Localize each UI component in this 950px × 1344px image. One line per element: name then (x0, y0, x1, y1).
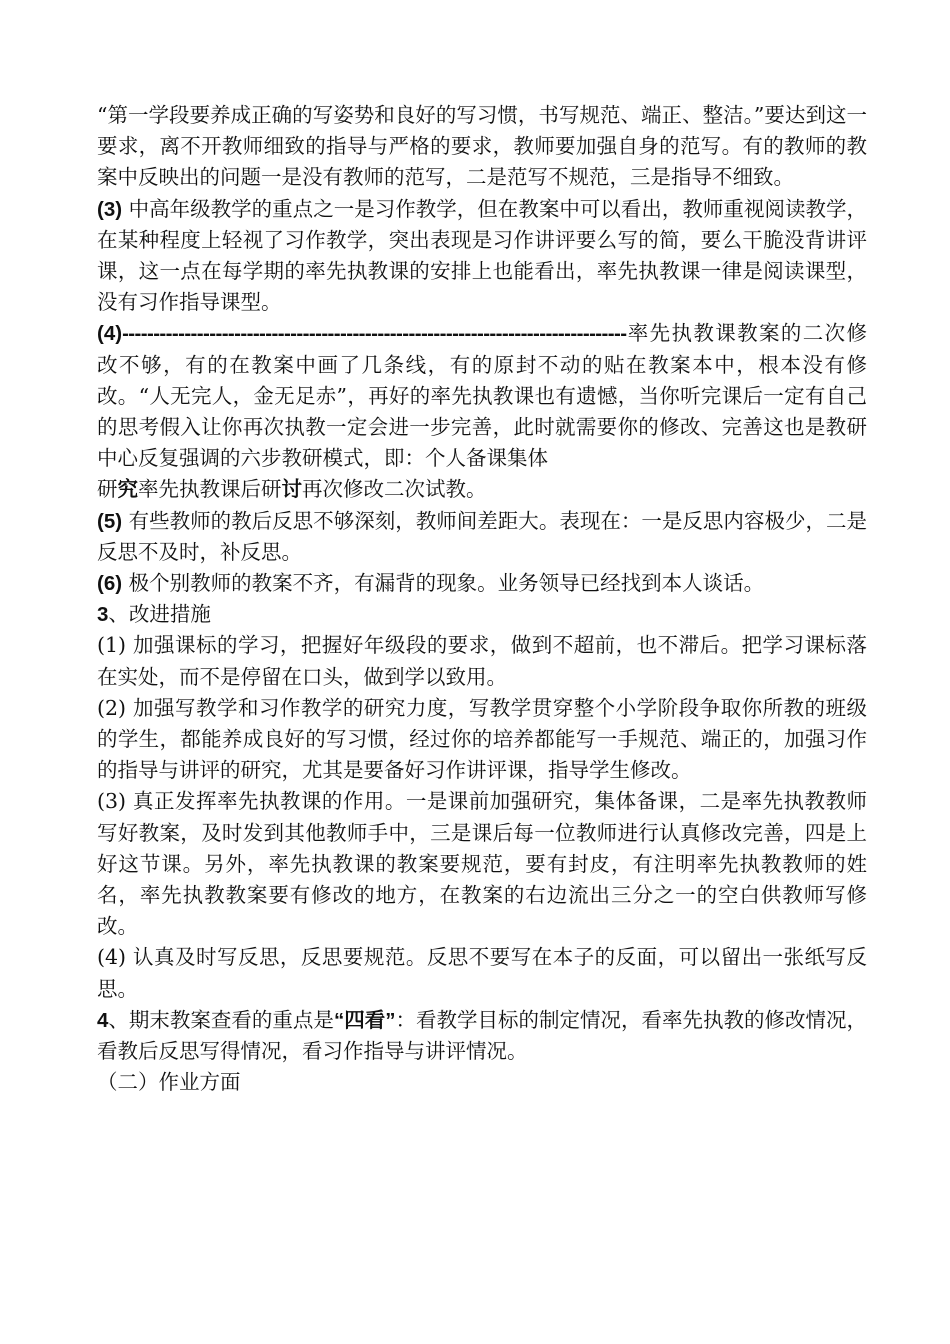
section-title: 、改进措施 (108, 602, 211, 627)
paragraph-text: 率先执教课后研 (138, 477, 282, 502)
bold-char: 讨 (281, 478, 302, 502)
paragraph-text: 率先执教课教案的二次修改不够，有的在教案中画了几条线，有的原封不动的贴在教案本中，根本没有修改。“人无完人，金无足赤”，再好的率先执教课也有遗憾，当你听完课后一定有自己的思考假入让你再次执教一定会进一步完善，此时就需要你的修改、完善这也是教研中心反复强调的六步教研模式，即：个人备课集体 (97, 321, 867, 471)
item-number: (3) (97, 197, 123, 221)
paragraph-text: 研 (97, 477, 118, 502)
bold-char: 究 (117, 478, 138, 502)
quoted-emphasis: “四看” (333, 1008, 396, 1032)
paragraph-text: (4) 认真及时写反思，反思要规范。反思不要写在本子的反面，可以留出一张纸写反思。 (97, 945, 867, 1001)
paragraph-item-4 (97, 318, 867, 474)
paragraph-text: (2) 加强写教学和习作教学的研究力度，写教学贯穿整个小学阶段争取你所教的班级的学生，都能养成良好的写习惯，经过你的培养都能写一手规范、端正的，加强习作的指导与讲评的研究，尤其是要备好习作讲评课，指导学生修改。 (97, 695, 867, 783)
section-heading-improvement (97, 599, 867, 630)
paragraph-writing-requirement (97, 100, 867, 194)
section-number: 3 (97, 603, 109, 627)
paragraph-text: (3) 真正发挥率先执教课的作用。一是课前加强研究，集体备课，二是率先执教教师写好教案，及时发到其他教师手中，三是课后每一位教师进行认真修改完善，四是上好这节课。另外，率先执教课的教案要规范，要有封皮，有注明率先执教教师的姓名，率先执教教案要有修改的地方，在教案的右边流出三分之一的空白供教师写修改。 (97, 789, 867, 939)
measure-1 (97, 630, 867, 692)
item-number: (4) (97, 322, 123, 346)
document-page (97, 100, 867, 1099)
paragraph-text: “第一学段要养成正确的写姿势和良好的写习惯，书写规范、端正、整洁。”要达到这一要求，离不开教师细致的指导与严格的要求，教师要加强自身的范写。有的教师的教案中反映出的问题一是没有教师的范写，二是范写不规范，三是指导不细致。 (97, 103, 867, 190)
paragraph-text: (1) 加强课标的学习，把握好年级段的要求，做到不超前，也不滞后。把学习课标落在实处，而不是停留在口头，做到学以致用。 (97, 633, 867, 689)
paragraph-text: 极个别教师的教案不齐，有漏背的现象。业务领导已经找到本人谈话。 (122, 571, 765, 596)
section-heading-four-checks (97, 1005, 867, 1067)
paragraph-item-5 (97, 506, 867, 568)
paragraph-text: 再次修改二次试教。 (302, 477, 487, 502)
item-number: (5) (97, 509, 123, 533)
dash-line: --------------------------------------------------------------------------------- (122, 322, 627, 346)
item-number: (6) (97, 572, 123, 596)
section-title: （二）作业方面 (97, 1070, 241, 1095)
paragraph-item-6 (97, 568, 867, 599)
paragraph-research-steps (97, 474, 867, 505)
section-heading-homework (97, 1067, 867, 1098)
paragraph-text: ：看教学目标的制定情况，看率先执教的修改情况，看教后反思写得情况，看习作指导与讲评情况。 (97, 1007, 868, 1064)
measure-4 (97, 942, 867, 1004)
measure-3 (97, 786, 867, 942)
paragraph-text: 有些教师的教后反思不够深刻，教师间差距大。表现在：一是反思内容极少，二是反思不及时，补反思。 (97, 508, 867, 564)
section-title: 、期末教案查看的重点是 (108, 1007, 334, 1032)
section-number: 4 (97, 1008, 109, 1032)
measure-2 (97, 693, 867, 787)
paragraph-text: 中高年级教学的重点之一是习作教学，但在教案中可以看出，教师重视阅读教学，在某种程度上轻视了习作教学，突出表现是习作讲评要么写的简，要么干脆没背讲评课，这一点在每学期的率先执教课的安排上也能看出，率先执教课一律是阅读课型，没有习作指导课型。 (97, 196, 867, 315)
paragraph-item-3 (97, 194, 867, 319)
